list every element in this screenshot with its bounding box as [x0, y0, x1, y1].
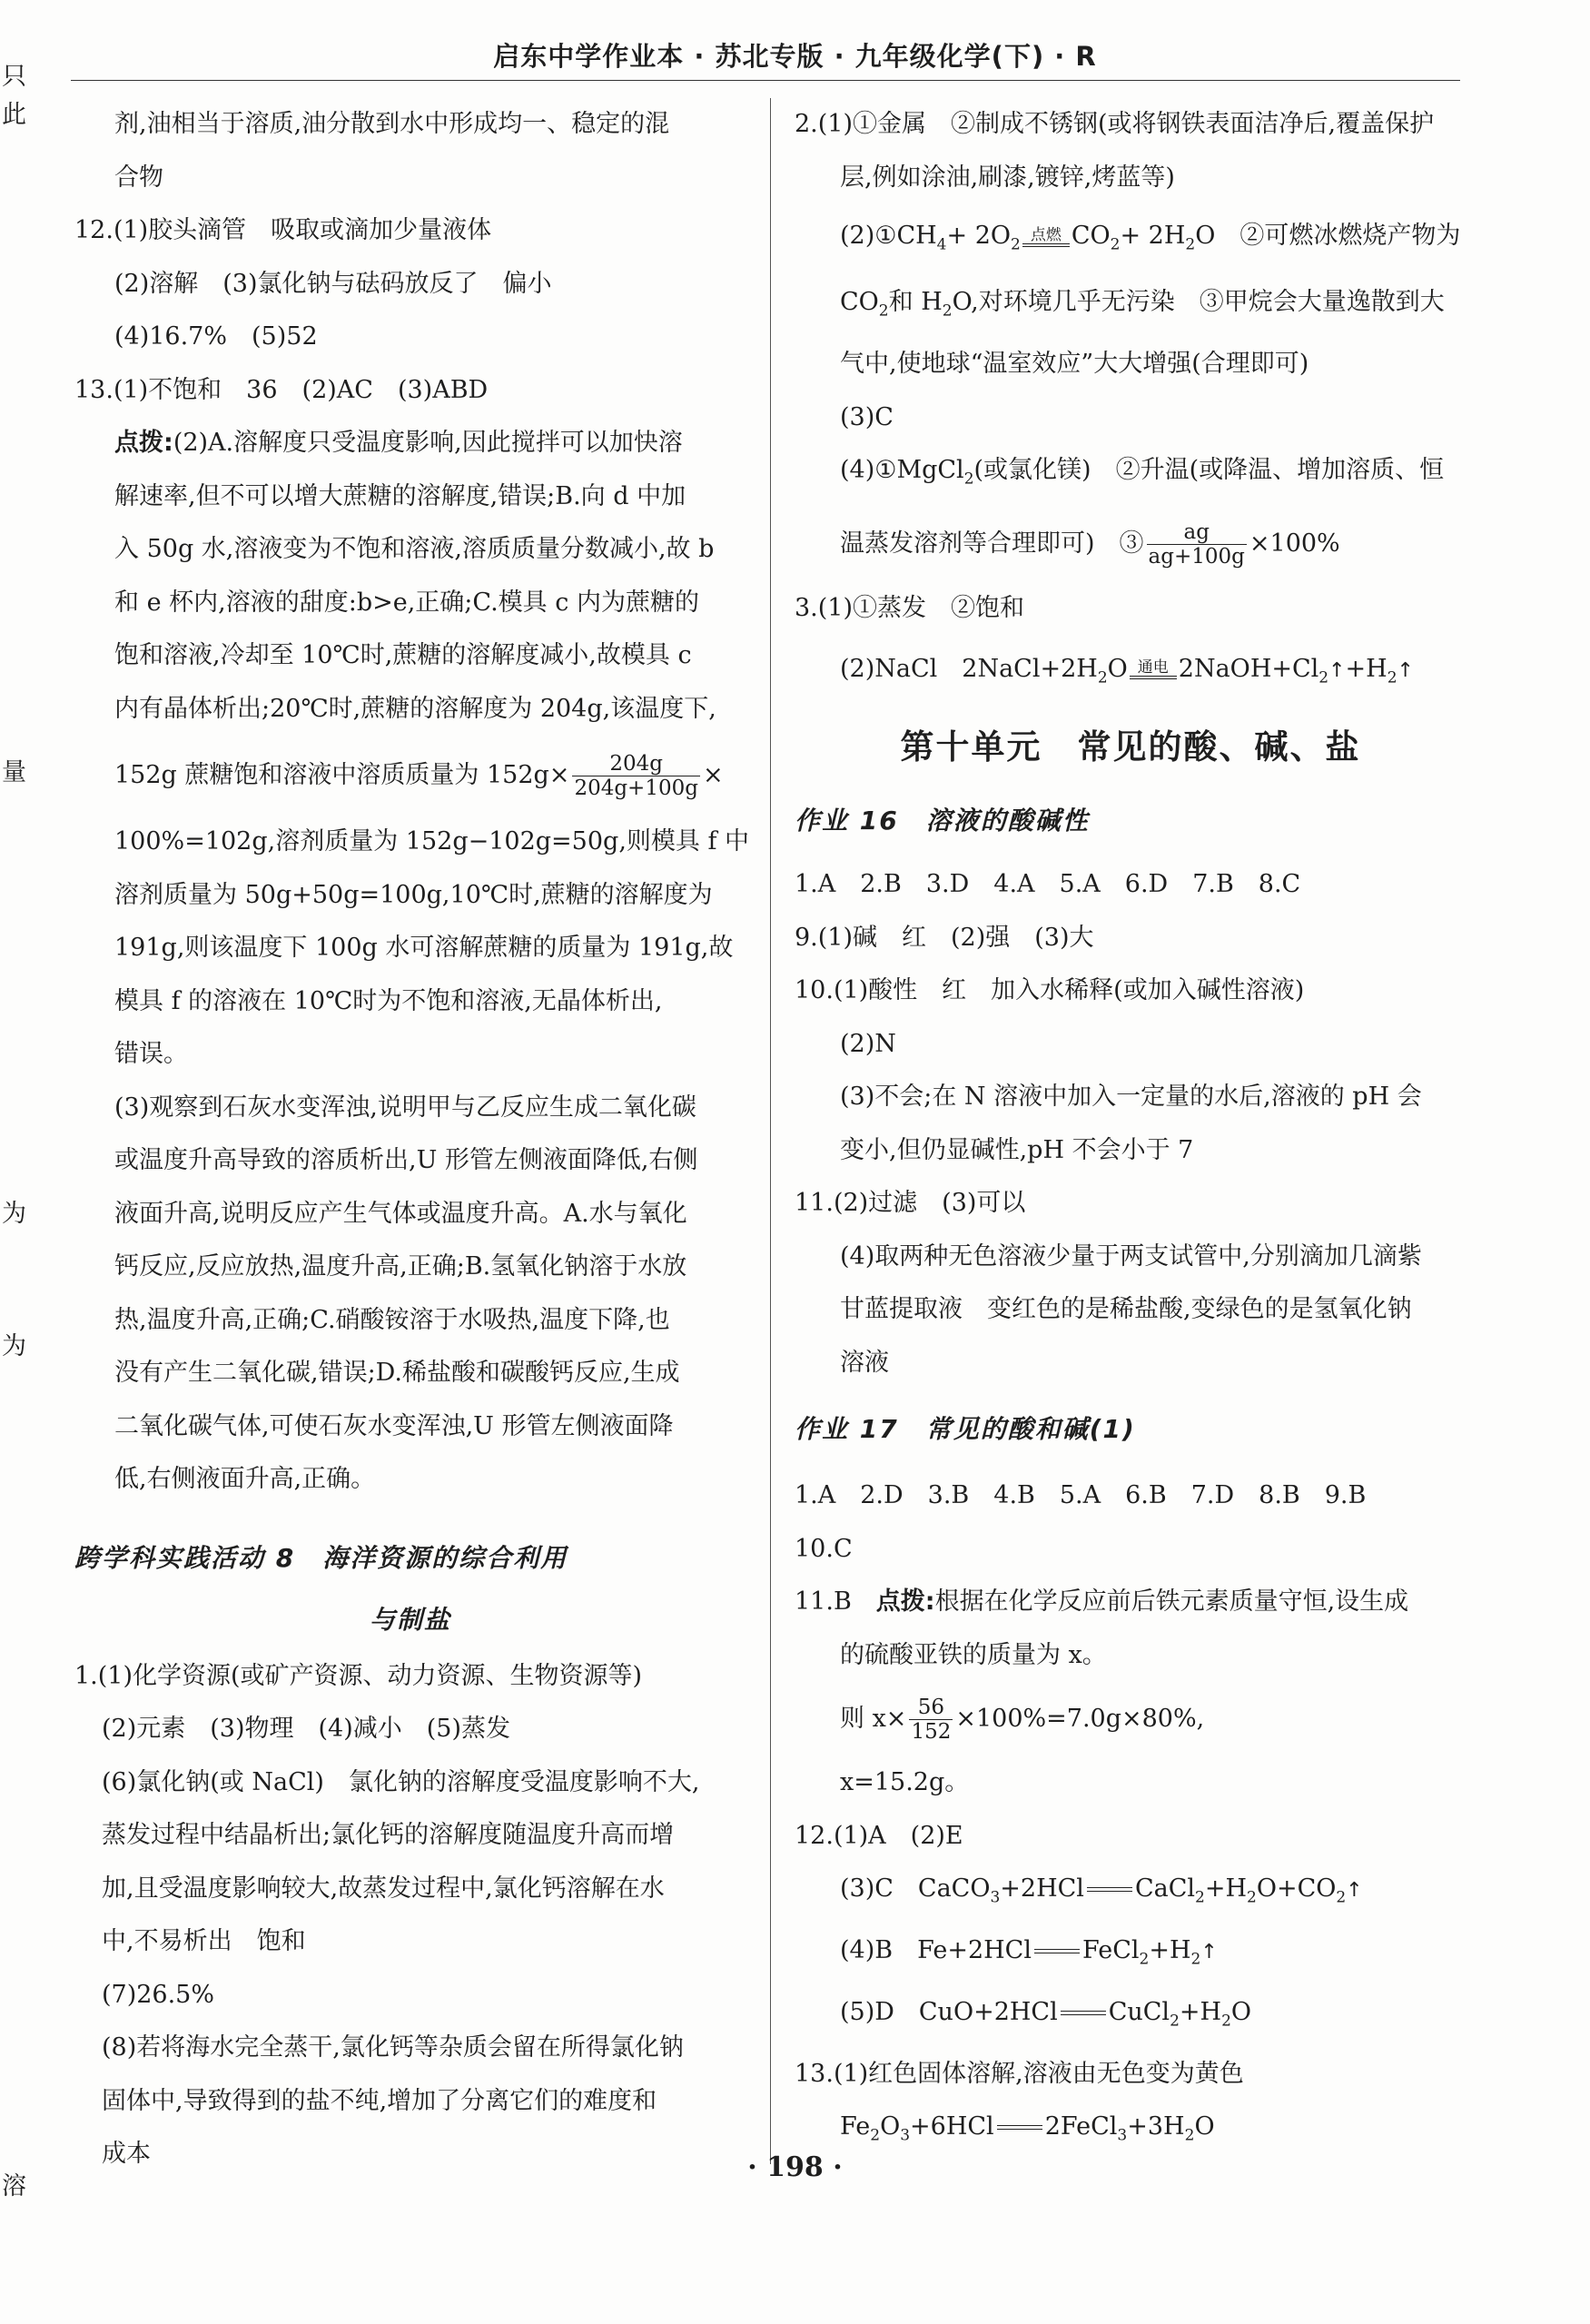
- text-segment: 则 x×: [840, 1705, 907, 1734]
- answer-2-fraction-line: [795, 506, 1467, 582]
- text-segment: +H: [1345, 654, 1388, 683]
- answer-13-line: 钙反应,反应放热,温度升高,正确;B.氢氧化钠溶于水放: [114, 1252, 687, 1281]
- column-divider: [770, 98, 771, 2164]
- condition-label: 通电: [1137, 658, 1169, 677]
- activity-8-line: 中,不易析出 饱和: [102, 1927, 306, 1955]
- fraction-denominator: 204g+100g: [574, 776, 698, 800]
- fraction-numerator: 204g: [572, 752, 700, 776]
- hw17-line: x=15.2g。: [840, 1768, 970, 1797]
- text-segment: CO: [840, 288, 879, 317]
- answer-12-line: (4)16.7% (5)52: [114, 322, 318, 351]
- text-segment: +H: [1149, 1935, 1191, 1964]
- right-column: [795, 98, 1467, 2162]
- text-segment: +H: [1179, 1997, 1222, 2026]
- hw17-line: 10.C: [795, 1534, 853, 1563]
- text-segment: + 2O: [946, 222, 1012, 250]
- fraction-numerator: 56: [909, 1696, 953, 1720]
- text-segment: CO: [1071, 222, 1111, 250]
- gutter-char: 只: [2, 63, 26, 91]
- text-segment: ×: [702, 761, 724, 789]
- hw16-line: 变小,但仍显碱性,pH 不会小于 7: [840, 1135, 1194, 1164]
- activity-8-line: 成本: [102, 2140, 151, 2168]
- text-segment: (4)①MgCl: [840, 456, 964, 485]
- text-segment: 11.B: [795, 1587, 876, 1617]
- hw16-line: (3)不会;在 N 溶液中加入一定量的水后,溶液的 pH 会: [840, 1083, 1422, 1112]
- answer-13-line: 饱和溶液,冷却至 10℃时,蔗糖的溶解度减小,故模具 c: [114, 641, 692, 669]
- text-segment: O: [1230, 1997, 1252, 2026]
- hint-text: (2)A.溶解度只受温度影响,因此搅拌可以加快溶: [173, 429, 683, 457]
- hw17-equation-line: (5)D CuO+2HCl $CuCl_2+H_2O$: [840, 1997, 1252, 2031]
- gas-arrow: ↑: [1200, 1940, 1218, 1963]
- text-segment: 温蒸发溶剂等合理即可) ③: [840, 529, 1144, 559]
- hw16-line: (2)N: [840, 1029, 896, 1058]
- hint-label: 点拨:: [114, 429, 173, 457]
- answer-13-line: 模具 f 的溶液在 10℃时为不饱和溶液,无晶体析出,: [114, 986, 663, 1015]
- hw17-line: 的硫酸亚铁的质量为 x。: [840, 1640, 1107, 1669]
- gas-arrow: ↑: [1346, 1879, 1363, 1903]
- text-segment: FeCl: [1081, 1935, 1140, 1964]
- section-title-hw16: 作业 16 溶液的酸碱性: [795, 806, 1090, 836]
- hw16-line: 1.A 2.B 3.D 4.A 5.A 6.D 7.B 8.C: [795, 870, 1301, 899]
- gutter-char: 量: [2, 758, 26, 786]
- fraction-numerator: ag: [1147, 520, 1247, 545]
- text-segment: +H: [1204, 1874, 1248, 1904]
- activity-8-line: 1.(1)化学资源(或矿产资源、动力资源、生物资源等): [74, 1661, 643, 1690]
- answer-12-line: (2)溶解 (3)氯化钠与砝码放反了 偏小: [114, 269, 552, 298]
- running-header: 启东中学作业本 · 苏北专版 · 九年级化学(下) · R: [493, 41, 1097, 72]
- text-segment: Fe: [840, 2112, 871, 2141]
- hw17-line: [795, 1576, 1467, 1629]
- hw16-line: 9.(1)碱 红 (2)强 (3)大: [795, 923, 1094, 952]
- text-segment: CuCl: [1108, 1997, 1170, 2026]
- gutter-char: 溶: [2, 2172, 26, 2200]
- answer-3-equation-line: (2)NaCl $2NaCl+2H_2O$ 通电 $2NaOH+Cl_2↑+H_2↑$: [840, 654, 1414, 687]
- text-segment: O: [1194, 2112, 1215, 2141]
- answer-13-line: 13.(1)不饱和 36 (2)AC (3)ABD: [74, 375, 489, 404]
- activity-8-line: 加,且受温度影响较大,故蒸发过程中,氯化钙溶解在水: [102, 1874, 665, 1903]
- gas-arrow: ↑: [1397, 658, 1414, 682]
- answer-13-line: 191g,则该温度下 100g 水可溶解蔗糖的质量为 191g,故: [114, 934, 734, 962]
- hw16-line: 10.(1)酸性 红 加入水稀释(或加入碱性溶液): [795, 976, 1305, 1005]
- text-segment: 2NaOH+Cl: [1178, 654, 1319, 683]
- text-segment: O: [880, 2112, 901, 2141]
- answer-13-line: 二氧化碳气体,可使石灰水变浑浊,U 形管左侧液面降: [114, 1411, 674, 1440]
- activity-8-line: 蒸发过程中结晶析出;氯化钙的溶解度随温度升高而增: [102, 1821, 675, 1849]
- answer-13-line: 和 e 杯内,溶液的甜度:b>e,正确;C.模具 c 内为蔗糖的: [114, 588, 699, 617]
- text-line: 合物: [114, 163, 163, 192]
- text-segment: ×100%=7.0g×80%,: [955, 1705, 1205, 1734]
- text-segment: 2FeCl: [1044, 2112, 1118, 2141]
- answer-3-line: 3.(1)①蒸发 ②饱和: [795, 594, 1025, 623]
- hw16-line: 11.(2)过滤 (3)可以: [795, 1189, 1026, 1218]
- activity-8-line: (6)氯化钠(或 NaCl) 氯化钠的溶解度受温度影响不大,: [102, 1767, 700, 1796]
- text-segment: 和 H: [888, 288, 943, 317]
- answer-13-line: 没有产生二氧化碳,错误;D.稀盐酸和碳酸钙反应,生成: [114, 1359, 680, 1387]
- equals-sign: [997, 2125, 1042, 2130]
- answer-13-line: 内有晶体析出;20℃时,蔗糖的溶解度为 204g,该温度下,: [114, 694, 716, 723]
- fraction: [909, 1696, 953, 1744]
- answer-13-line: 解速率,但不可以增大蔗糖的溶解度,错误;B.向 d 中加: [114, 481, 686, 510]
- answer-2-line: $CO_2$和 $H_2O$,对环境几乎无污染 ③甲烷会大量逸散到大: [840, 288, 1445, 321]
- answer-13-line: 溶剂质量为 50g+50g=100g,10℃时,蔗糖的溶解度为: [114, 880, 713, 909]
- answer-13-line: 入 50g 水,溶液变为不饱和溶液,溶质质量分数减小,故 b: [114, 535, 715, 563]
- hw16-line: 甘蓝提取液 变红色的是稀盐酸,变绿色的是氢氧化钠: [840, 1295, 1412, 1324]
- answer-2-line: (3)C: [840, 402, 894, 431]
- text-segment: + 2H: [1120, 222, 1186, 250]
- activity-8-line: (7)26.5%: [102, 1980, 215, 2009]
- reaction-condition: [1022, 227, 1070, 247]
- fraction: [572, 752, 700, 800]
- section-title-hw17: 作业 17 常见的酸和碱(1): [795, 1414, 1136, 1445]
- text-segment: +3H: [1127, 2112, 1185, 2141]
- gas-arrow: ↑: [1328, 658, 1346, 682]
- answer-12-line: 12.(1)胶头滴管 吸取或滴加少量液体: [74, 216, 492, 244]
- hw17-line: 1.A 2.D 3.B 4.B 5.A 6.B 7.D 8.B 9.B: [795, 1481, 1367, 1510]
- answer-2-equation-line: $(2)①CH_4+ 2O_2$ 点燃 $CO_2+ 2H_2O$ ②可燃冰燃烧产物为: [840, 222, 1461, 254]
- activity-8-line: (8)若将海水完全蒸干,氯化钙等杂质会留在所得氯化钠: [102, 2033, 684, 2062]
- answer-13-line: 错误。: [114, 1040, 188, 1068]
- section-title-activity-8-cont: 与制盐: [369, 1604, 451, 1635]
- equals-sign: [1087, 1887, 1132, 1892]
- answer-2-line: 2.(1)①金属 ②制成不锈钢(或将钢铁表面洁净后,覆盖保护: [795, 110, 1435, 138]
- text-segment: ×100%: [1249, 529, 1340, 559]
- text-segment: +6HCl: [910, 2112, 994, 2141]
- text-segment: 根据在化学反应前后铁元素质量守恒,设生成: [934, 1587, 1409, 1617]
- answer-2-line: 气中,使地球“温室效应”大大增强(合理即可): [840, 350, 1309, 379]
- fraction: [1147, 520, 1247, 569]
- text-line: 剂,油相当于溶质,油分散到水中形成均一、稳定的混: [114, 110, 670, 138]
- answer-2-line: 层,例如涂油,刷漆,镀锌,烤蓝等): [840, 163, 1175, 192]
- text-segment: 152g 蔗糖饱和溶液中溶质质量为 152g×: [114, 761, 570, 789]
- text-segment: +2HCl: [1000, 1874, 1084, 1904]
- hw17-line: 12.(1)A (2)E: [795, 1821, 963, 1850]
- text-segment: CaCl: [1134, 1874, 1196, 1904]
- answer-13-line: 低,右侧液面升高,正确。: [114, 1465, 376, 1493]
- text-segment: (4)B Fe+2HCl: [840, 1935, 1032, 1964]
- hw17-equation-line: (4)B Fe+2HCl $FeCl_2+H_2↑$: [840, 1935, 1218, 1969]
- fraction-denominator: 152: [911, 1720, 952, 1745]
- chapter-title: 第十单元 常见的酸、碱、盐: [900, 727, 1361, 767]
- hw17-fraction-line: [795, 1682, 1467, 1756]
- header-rule: [71, 80, 1460, 81]
- text-segment: O: [1107, 654, 1128, 683]
- hw17-line: 13.(1)红色固体溶解,溶液由无色变为黄色: [795, 2059, 1244, 2088]
- text-segment: O,对环境几乎无污染 ③甲烷会大量逸散到大: [952, 288, 1445, 317]
- equals-sign: [1034, 1949, 1080, 1953]
- hw17-equation-line: $Fe_2O_3+6HCl$ $2FeCl_3+3H_2O$: [840, 2112, 1215, 2145]
- text-segment: O+CO: [1256, 1874, 1337, 1904]
- fraction-denominator: ag+100g: [1148, 545, 1245, 569]
- activity-8-line: 固体中,导致得到的盐不纯,增加了分离它们的难度和: [102, 2086, 657, 2115]
- answer-13-line: 100%=102g,溶剂质量为 152g−102g=50g,则模具 f 中: [114, 827, 750, 855]
- text-segment: (2)NaCl 2NaCl+2H: [840, 654, 1098, 683]
- text-segment: (3)C CaCO: [840, 1874, 991, 1904]
- text-segment: (2)①CH: [840, 222, 937, 250]
- answer-13-line: 热,温度升高,正确;C.硝酸铵溶于水吸热,温度下降,也: [114, 1305, 670, 1334]
- hw16-line: 溶液: [840, 1348, 889, 1377]
- answer-13-hint-line: [74, 417, 746, 470]
- reaction-condition: [1130, 659, 1177, 679]
- gutter-char: 为: [2, 1200, 26, 1228]
- text-segment: (5)D CuO+2HCl: [840, 1997, 1058, 2026]
- left-column: [74, 98, 750, 2181]
- hw17-equation-line: (3)C CaCO$_3$+2HCl $CaCl_2+H_2O+CO_2↑$: [840, 1874, 1363, 1907]
- condition-label: 点燃: [1030, 225, 1062, 244]
- text-segment: (或氯化镁) ②升温(或降温、增加溶质、恒: [973, 456, 1445, 485]
- gutter-char: 为: [2, 1332, 26, 1360]
- gutter-char: 此: [2, 101, 26, 129]
- page-number: · 198 ·: [747, 2151, 843, 2183]
- equals-sign: [1061, 2011, 1106, 2015]
- answer-2-line: (4)①MgCl$_2$(或氯化镁) ②升温(或降温、增加溶质、恒: [840, 456, 1445, 489]
- answer-13-fraction-line: [74, 736, 746, 816]
- answer-13-line: 或温度升高导致的溶质析出,U 形管左侧液面降低,右侧: [114, 1146, 698, 1174]
- answer-13-line: 液面升高,说明反应产生气体或温度升高。A.水与氧化: [114, 1199, 687, 1228]
- hw16-line: (4)取两种无色溶液少量于两支试管中,分别滴加几滴紫: [840, 1241, 1422, 1271]
- activity-8-line: (2)元素 (3)物理 (4)减小 (5)蒸发: [102, 1715, 510, 1743]
- hint-label: 点拨:: [875, 1587, 935, 1617]
- section-title-activity-8: 跨学科实践活动 8 海洋资源的综合利用: [74, 1542, 568, 1573]
- answer-13-line: (3)观察到石灰水变浑浊,说明甲与乙反应生成二氧化碳: [114, 1093, 696, 1122]
- text-segment: O ②可燃冰燃烧产物为: [1195, 222, 1461, 250]
